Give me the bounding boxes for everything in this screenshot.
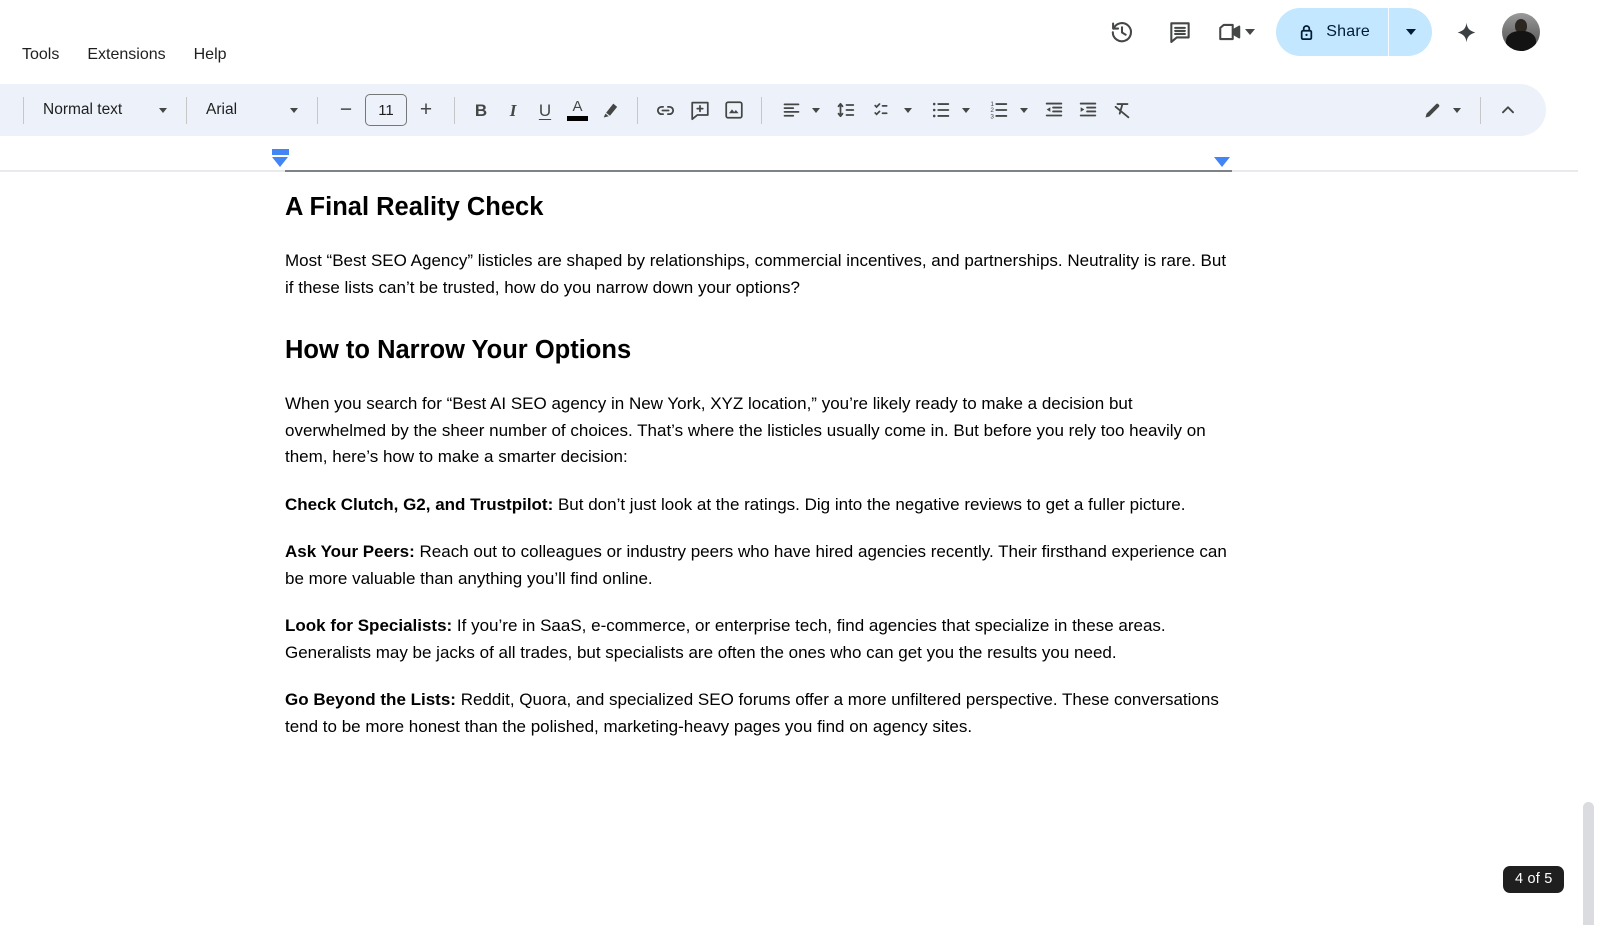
collapse-toolbar-icon[interactable]	[1492, 92, 1524, 128]
menu-help[interactable]: Help	[193, 46, 227, 63]
doc-heading-narrow-options: How to Narrow Your Options	[285, 336, 632, 364]
toolbar-divider	[186, 97, 187, 124]
toolbar-divider	[1480, 97, 1481, 124]
gemini-sparkle-icon[interactable]	[1446, 8, 1486, 56]
doc-paragraph: Most “Best SEO Agency” listicles are shaped by relationships, commercial incentives, and partnerships. Neutrality is rare. But if these lists can’t be trusted, how do you narrow down your options?	[285, 251, 1227, 297]
underline-button[interactable]: U	[530, 92, 560, 128]
insert-link-icon[interactable]	[649, 92, 682, 128]
doc-bold-lead: Go Beyond the Lists:	[285, 690, 456, 709]
svg-text:1: 1	[990, 100, 994, 108]
page-indicator-badge: 4 of 5	[1503, 866, 1564, 893]
bold-button[interactable]: B	[466, 92, 496, 128]
editing-mode-dropdown[interactable]	[1414, 92, 1469, 128]
chevron-down-icon	[159, 108, 167, 113]
document-canvas[interactable]	[285, 171, 1230, 761]
svg-text:3: 3	[990, 113, 994, 121]
increase-font-size-button[interactable]: +	[409, 92, 443, 128]
clear-formatting-icon[interactable]	[1106, 92, 1138, 128]
font-size-input[interactable]: 11	[365, 94, 407, 126]
chevron-down-icon	[1245, 29, 1255, 35]
italic-button[interactable]: I	[498, 92, 528, 128]
checklist-dropdown[interactable]	[864, 92, 920, 128]
left-indent-marker[interactable]	[272, 157, 288, 167]
text-color-button[interactable]: A	[562, 92, 593, 128]
bulleted-list-dropdown[interactable]	[922, 92, 978, 128]
highlight-color-icon[interactable]	[595, 92, 626, 128]
right-indent-marker[interactable]	[1214, 157, 1230, 167]
chevron-down-icon	[1406, 29, 1416, 35]
doc-paragraph: Go Beyond the Lists: Reddit, Quora, and specialized SEO forums offer a more unfiltered perspective. These conversations tend to be more honest than the polished, marketing-heavy pages you find on agency sites.	[285, 690, 1219, 736]
share-pill	[1276, 8, 1432, 56]
chevron-down-icon	[290, 108, 298, 113]
share-dropdown-button[interactable]	[1388, 8, 1432, 56]
doc-paragraph: Ask Your Peers: Reach out to colleagues or industry peers who have hired agencies recently. Their firsthand experience can be more valuable than anything you’ll find online.	[285, 542, 1227, 588]
doc-paragraph: When you search for “Best AI SEO agency in New York, XYZ location,” you’re likely ready to make a decision but overwhelmed by the sheer number of choices. That’s where the listicles usually come in. But before you rely too heavily on them, here’s how to make a smarter decision:	[285, 394, 1206, 466]
avatar[interactable]	[1502, 13, 1540, 51]
numbered-list-dropdown[interactable]	[980, 92, 1036, 128]
menu-tools[interactable]: Tools	[22, 46, 60, 63]
insert-image-icon[interactable]	[718, 92, 750, 128]
chevron-down-icon	[1453, 108, 1461, 113]
chevron-down-icon	[904, 108, 912, 113]
doc-bold-lead: Look for Specialists:	[285, 616, 453, 635]
toolbar-divider	[761, 97, 762, 124]
doc-heading-final-reality-check: A Final Reality Check	[285, 193, 544, 221]
toolbar-divider	[317, 97, 318, 124]
doc-bold-lead: Check Clutch, G2, and Trustpilot:	[285, 494, 554, 514]
vertical-scrollbar[interactable]	[1583, 802, 1594, 925]
top-actions	[1098, 8, 1540, 56]
decrease-indent-icon[interactable]	[1038, 92, 1070, 128]
toolbar-divider	[637, 97, 638, 124]
chevron-down-icon	[962, 108, 970, 113]
share-label: Share	[1326, 23, 1370, 40]
toolbar-divider	[23, 97, 24, 124]
formatting-toolbar	[0, 84, 1546, 136]
topbar	[0, 0, 1600, 84]
toolbar-divider	[454, 97, 455, 124]
svg-text:2: 2	[990, 107, 994, 115]
first-line-indent-marker[interactable]	[272, 149, 289, 155]
menu-extensions[interactable]: Extensions	[87, 46, 166, 63]
doc-paragraph: Check Clutch, G2, and Trustpilot: But don’t just look at the ratings. Dig into the negative reviews to get a fuller picture.	[285, 494, 1186, 514]
increase-indent-icon[interactable]	[1072, 92, 1104, 128]
chevron-down-icon	[812, 108, 820, 113]
comments-icon[interactable]	[1156, 8, 1204, 56]
font-family-dropdown[interactable]: Arial	[198, 92, 306, 128]
paragraph-style-dropdown[interactable]: Normal text	[35, 92, 175, 128]
doc-bold-lead: Ask Your Peers:	[285, 542, 415, 561]
share-button[interactable]	[1276, 8, 1388, 56]
chevron-down-icon	[1020, 108, 1028, 113]
menu-bar	[20, 44, 229, 66]
line-spacing-icon[interactable]	[830, 92, 862, 128]
lock-icon	[1296, 22, 1317, 43]
align-dropdown[interactable]	[773, 92, 828, 128]
version-history-icon[interactable]	[1098, 8, 1146, 56]
join-video-call-button[interactable]	[1214, 8, 1262, 56]
decrease-font-size-button[interactable]: −	[329, 92, 363, 128]
doc-paragraph: Look for Specialists: If you’re in SaaS, e-commerce, or enterprise tech, find agencies that specialize in these areas. Generalists may be jacks of all trades, but specialists are often the ones who can get you the results you need.	[285, 616, 1166, 662]
add-comment-icon[interactable]	[684, 92, 716, 128]
